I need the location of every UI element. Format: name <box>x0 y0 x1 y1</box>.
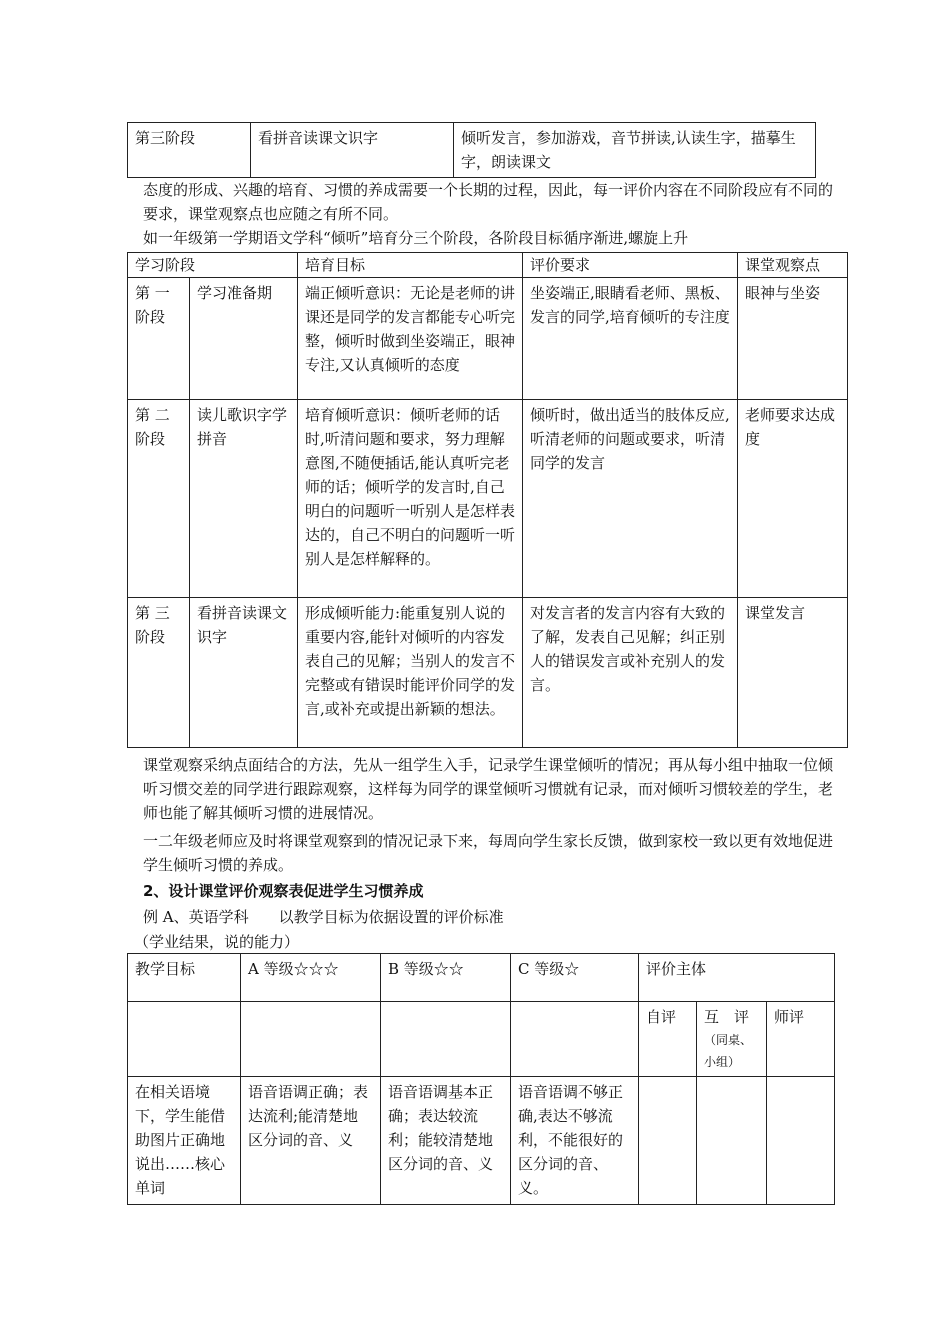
table-row-grade-a: 语音语调正确；表达流利;能清楚地区分词的音、义 <box>241 1077 381 1205</box>
section-heading: 2、设计课堂评价观察表促进学生习惯养成 <box>143 882 424 900</box>
example-line: 例 A、英语学科 以教学目标为依据设置的评价标准 <box>143 908 504 926</box>
empty-cell <box>697 1077 767 1205</box>
header-teaching-goal: 教学目标 <box>128 954 241 1002</box>
table-row-stage: 第 一 阶段 <box>128 278 190 400</box>
table-subtitle: （学业结果，说的能力） <box>134 933 300 951</box>
table-row-content: 学习准备期 <box>190 278 298 400</box>
table-row-requirement: 坐姿端正,眼睛看老师、黑板、发言的同学,培育倾听的专注度 <box>523 278 738 400</box>
table-row-grade-c: 语音语调不够正确,表达不够流利，不能很好的区分词的音、义。 <box>511 1077 639 1205</box>
header-goal: 培育目标 <box>298 253 523 278</box>
table-row-goal: 培育倾听意识：倾听老师的话时,听清问题和要求，努力理解意图,不随便插话,能认真听完老师的话；倾听学的发言时,自己明白的问题听一听别人是怎样表达的，自己不明白的问题听一听别人是怎样解释的。 <box>298 400 523 598</box>
peer-eval-note: （同桌、小组） <box>704 1033 753 1069</box>
table-row-requirement: 对发言者的发言内容有大致的了解，发表自己见解；纠正别人的错误发言或补充别人的发言。 <box>523 598 738 748</box>
header-self-eval: 自评 <box>639 1002 697 1077</box>
table-row-stage: 第 二 阶段 <box>128 400 190 598</box>
table-row-stage: 第 三 阶段 <box>128 598 190 748</box>
table-row-requirement: 倾听时，做出适当的肢体反应,听清老师的问题或要求，听清同学的发言 <box>523 400 738 598</box>
paragraph-attitude: 态度的形成、兴趣的培育、习惯的养成需要一个长期的过程，因此，每一评价内容在不同阶段应有不同的要求，课堂观察点也应随之有所不同。 <box>143 181 834 223</box>
empty-cell <box>511 1002 639 1077</box>
paragraph-example-listening: 如一年级第一学期语文学科“倾听”培育分三个阶段，各阶段目标循序渐进,螺旋上升 <box>143 229 689 247</box>
empty-cell <box>381 1002 511 1077</box>
header-grade-b: B 等级☆☆ <box>381 954 511 1002</box>
table-row-content: 读儿歌识字学拼音 <box>190 400 298 598</box>
activities-cell: 倾听发言，参加游戏，音节拼读,认读生字，描摹生字，朗读课文 <box>454 123 816 178</box>
table-row-content: 看拼音读课文识字 <box>190 598 298 748</box>
header-requirement: 评价要求 <box>523 253 738 278</box>
stage-cell: 第三阶段 <box>128 123 251 178</box>
empty-cell <box>241 1002 381 1077</box>
paragraph-observation-method: 课堂观察采纳点面结合的方法，先从一组学生入手，记录学生课堂倾听的情况；再从每小组中抽取一位倾听习惯交差的同学进行跟踪观察，这样每为同学的课堂倾听习惯就有记录，而对倾听习惯较差的学生，老师也能了解其倾听习惯的进展情况。 <box>143 756 834 822</box>
table-row-goal: 在相关语境下，学生能借助图片正确地说出……核心单词 <box>128 1077 241 1205</box>
header-grade-c: C 等级☆ <box>511 954 639 1002</box>
listening-stage-table <box>127 252 848 748</box>
english-evaluation-table <box>127 953 835 1205</box>
header-grade-a: A 等级☆☆☆ <box>241 954 381 1002</box>
peer-eval-label: 互 评 <box>704 1008 750 1026</box>
table-row-goal: 端正倾听意识：无论是老师的讲课还是同学的发言都能专心听完整，倾听时做到坐姿端正，眼神专注,又认真倾听的态度 <box>298 278 523 400</box>
table-row-observation: 老师要求达成度 <box>738 400 848 598</box>
empty-cell <box>767 1077 835 1205</box>
top-stage-table <box>127 122 816 178</box>
content-cell: 看拼音读课文识字 <box>251 123 454 178</box>
empty-cell <box>639 1077 697 1205</box>
paragraph-feedback: 一二年级老师应及时将课堂观察到的情况记录下来，每周向学生家长反馈，做到家校一致以更有效地促进学生倾听习惯的养成。 <box>143 832 834 874</box>
table-row-observation: 课堂发言 <box>738 598 848 748</box>
table-row-observation: 眼神与坐姿 <box>738 278 848 400</box>
header-observation: 课堂观察点 <box>738 253 848 278</box>
header-teacher-eval: 师评 <box>767 1002 835 1077</box>
table-row-goal: 形成倾听能力:能重复别人说的重要内容,能针对倾听的内容发表自己的见解；当别人的发言不完整或有错误时能评价同学的发言,或补充或提出新颖的想法。 <box>298 598 523 748</box>
header-evaluation-subject: 评价主体 <box>639 954 835 1002</box>
table-row-grade-b: 语音语调基本正确；表达较流利；能较清楚地区分词的音、义 <box>381 1077 511 1205</box>
header-stage: 学习阶段 <box>128 253 298 278</box>
empty-cell <box>128 1002 241 1077</box>
header-peer-eval <box>697 1002 767 1077</box>
